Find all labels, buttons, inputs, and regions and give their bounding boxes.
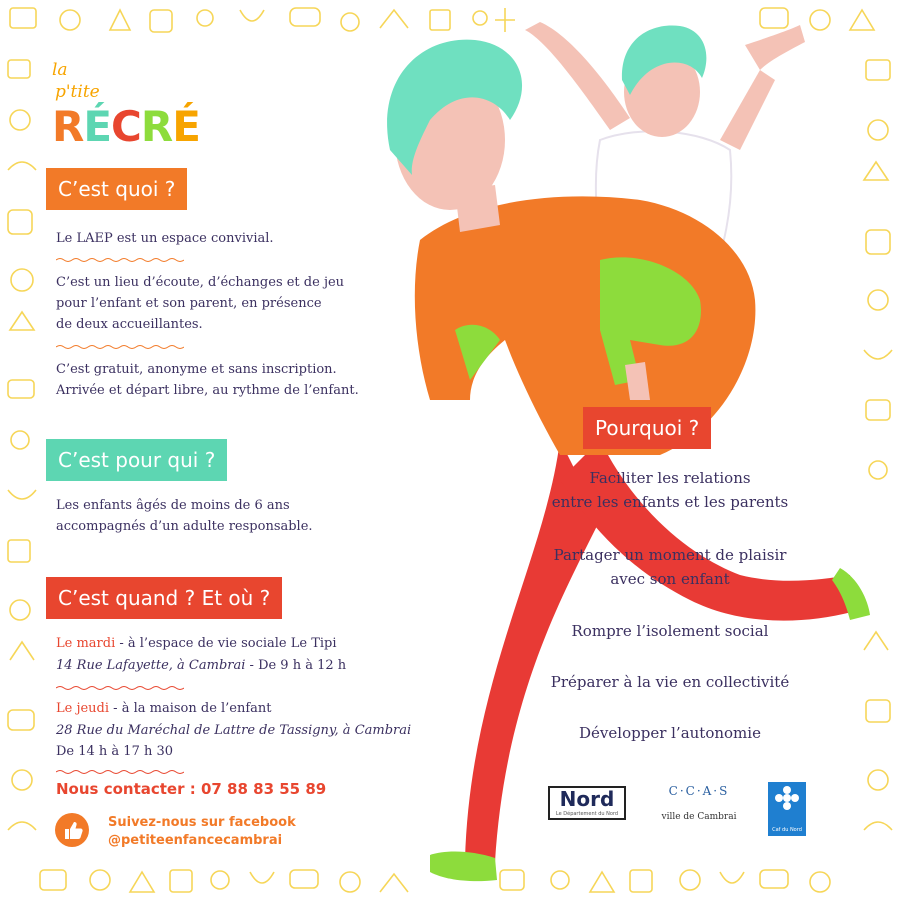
contact-phone[interactable]: 07 88 83 55 89 bbox=[200, 780, 327, 798]
pour-qui-line-1: Les enfants âgés de moins de 6 ans bbox=[56, 498, 290, 513]
nord-logo-text: Nord bbox=[559, 787, 615, 811]
quoi-paragraph-2-line-3: de deux accueillantes. bbox=[56, 317, 203, 332]
section-title-cest-pour-qui: C’est pour qui ? bbox=[46, 439, 227, 481]
section-title-cest-quoi: C’est quoi ? bbox=[46, 168, 187, 210]
pour-qui-line-2: accompagnés d’un adulte responsable. bbox=[56, 519, 313, 534]
thumbs-up-icon[interactable] bbox=[55, 813, 89, 847]
wavy-divider bbox=[56, 257, 184, 263]
wavy-divider bbox=[56, 344, 184, 350]
logo-letter: É bbox=[83, 102, 112, 151]
jeudi-place: - à la maison de l’enfant bbox=[109, 701, 272, 716]
pourquoi-item-1 bbox=[520, 466, 820, 514]
logo-la-text: la bbox=[52, 60, 68, 80]
jeudi-address: 28 Rue du Maréchal de Lattre de Tassigny, à Cambrai bbox=[56, 723, 412, 738]
pourquoi-item-5: Développer l’autonomie bbox=[579, 724, 761, 742]
contact-label: Nous contacter : bbox=[56, 780, 196, 798]
caf-flower-icon bbox=[768, 782, 806, 816]
nord-department-logo bbox=[548, 786, 626, 820]
jeudi-day: Le jeudi bbox=[56, 701, 110, 716]
pourquoi-item-1-line-1: Faciliter les relations bbox=[589, 469, 751, 487]
logo-letter: É bbox=[172, 102, 200, 151]
mardi-time: - De 9 h à 12 h bbox=[245, 658, 347, 673]
caf-logo-text: Caf du Nord bbox=[772, 827, 802, 833]
pourquoi-item-2-line-1: Partager un moment de plaisir bbox=[553, 546, 787, 564]
caf-nord-logo bbox=[768, 782, 806, 836]
quoi-paragraph-3-line-1: C’est gratuit, anonyme et sans inscription. bbox=[56, 362, 337, 377]
ccas-cambrai-logo bbox=[655, 784, 743, 822]
pourquoi-item-2-line-2: avec son enfant bbox=[610, 570, 730, 588]
mardi-address: 14 Rue Lafayette, à Cambrai bbox=[56, 658, 246, 673]
pourquoi-item-4: Préparer à la vie en collectivité bbox=[550, 673, 790, 691]
pourquoi-item-2 bbox=[520, 543, 820, 591]
quoi-paragraph-1: Le LAEP est un espace convivial. bbox=[56, 231, 274, 246]
logo-letter: R bbox=[140, 102, 173, 151]
pourquoi-item-3: Rompre l’isolement social bbox=[571, 622, 769, 640]
logo-ptite-text: p'tite bbox=[55, 82, 100, 102]
quoi-paragraph-2-line-2: pour l’enfant et son parent, en présence bbox=[56, 296, 322, 311]
logo-letter: C bbox=[111, 102, 141, 151]
logo-letter: R bbox=[52, 102, 84, 151]
quoi-paragraph-2-line-1: C’est un lieu d’écoute, d’échanges et de jeu bbox=[56, 275, 345, 290]
ccas-logo-text: C·C·A·S bbox=[668, 784, 730, 798]
pourquoi-item-1-line-2: entre les enfants et les parents bbox=[551, 493, 789, 511]
ccas-logo-subtext: ville de Cambrai bbox=[661, 812, 737, 822]
facebook-line-1: Suivez-nous sur facebook bbox=[108, 815, 296, 830]
wavy-divider bbox=[56, 769, 184, 775]
section-title-pourquoi: Pourquoi ? bbox=[583, 407, 711, 449]
mardi-place: - à l’espace de vie sociale Le Tipi bbox=[115, 636, 337, 651]
facebook-handle: @petiteenfancecambrai bbox=[108, 833, 283, 848]
mardi-address-line bbox=[56, 655, 346, 676]
section-title-cest-quand: C’est quand ? Et où ? bbox=[46, 577, 282, 619]
contact-line bbox=[56, 780, 326, 798]
mardi-line bbox=[56, 633, 337, 654]
mardi-day: Le mardi bbox=[56, 636, 116, 651]
wavy-divider bbox=[56, 685, 184, 691]
quoi-paragraph-3-line-2: Arrivée et départ libre, au rythme de l’enfant. bbox=[56, 383, 359, 398]
logo-recre-word bbox=[52, 102, 200, 151]
facebook-link[interactable] bbox=[108, 814, 296, 850]
jeudi-time: De 14 h à 17 h 30 bbox=[56, 744, 174, 759]
jeudi-line bbox=[56, 698, 272, 719]
nord-logo-subtext: Le Département du Nord bbox=[555, 811, 619, 817]
